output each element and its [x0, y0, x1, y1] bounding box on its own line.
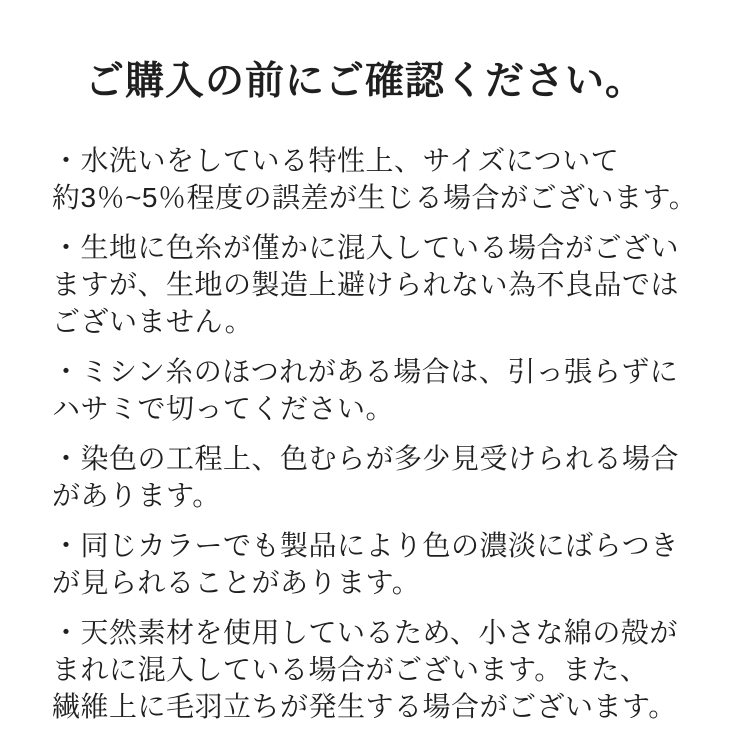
note-paragraph-natural-material	[52, 614, 690, 725]
note-paragraph-dye-unevenness	[52, 440, 690, 514]
note-paragraph-loose-threads	[52, 353, 690, 427]
note-line: ますが、生地の製造上避けられない為不良品では	[52, 269, 680, 300]
note-line: ・同じカラーでも製品により色の濃淡にばらつき	[52, 530, 679, 561]
note-line: 約3％~5％程度の誤差が生じる場合がございます。	[52, 182, 698, 213]
note-line: ・天然素材を使用しているため、小さな綿の殻が	[52, 617, 678, 648]
note-line: が見られることがあります。	[52, 567, 421, 598]
note-line: 繊維上に毛羽立ちが発生する場合がございます。	[52, 691, 677, 722]
note-line: ・生地に色糸が僅かに混入している場合がござい	[52, 232, 680, 263]
note-paragraph-size-variance	[52, 142, 698, 216]
note-line: ございません。	[52, 306, 254, 337]
note-line: ・ミシン糸のほつれがある場合は、引っ張らずに	[52, 356, 679, 387]
note-line: ・染色の工程上、色むらが多少見受けられる場合	[52, 443, 680, 474]
note-line: ハサミで切ってください。	[52, 393, 395, 424]
notes-list	[0, 142, 730, 725]
note-line: まれに混入している場合がございます。また、	[52, 654, 649, 685]
note-paragraph-colored-threads	[52, 229, 690, 340]
page-title: ご購入の前にご確認ください。	[84, 60, 645, 103]
note-paragraph-color-shade-variance	[52, 527, 690, 601]
note-line: ・水洗いをしている特性上、サイズについて	[52, 145, 620, 176]
note-line: があります。	[52, 480, 221, 511]
